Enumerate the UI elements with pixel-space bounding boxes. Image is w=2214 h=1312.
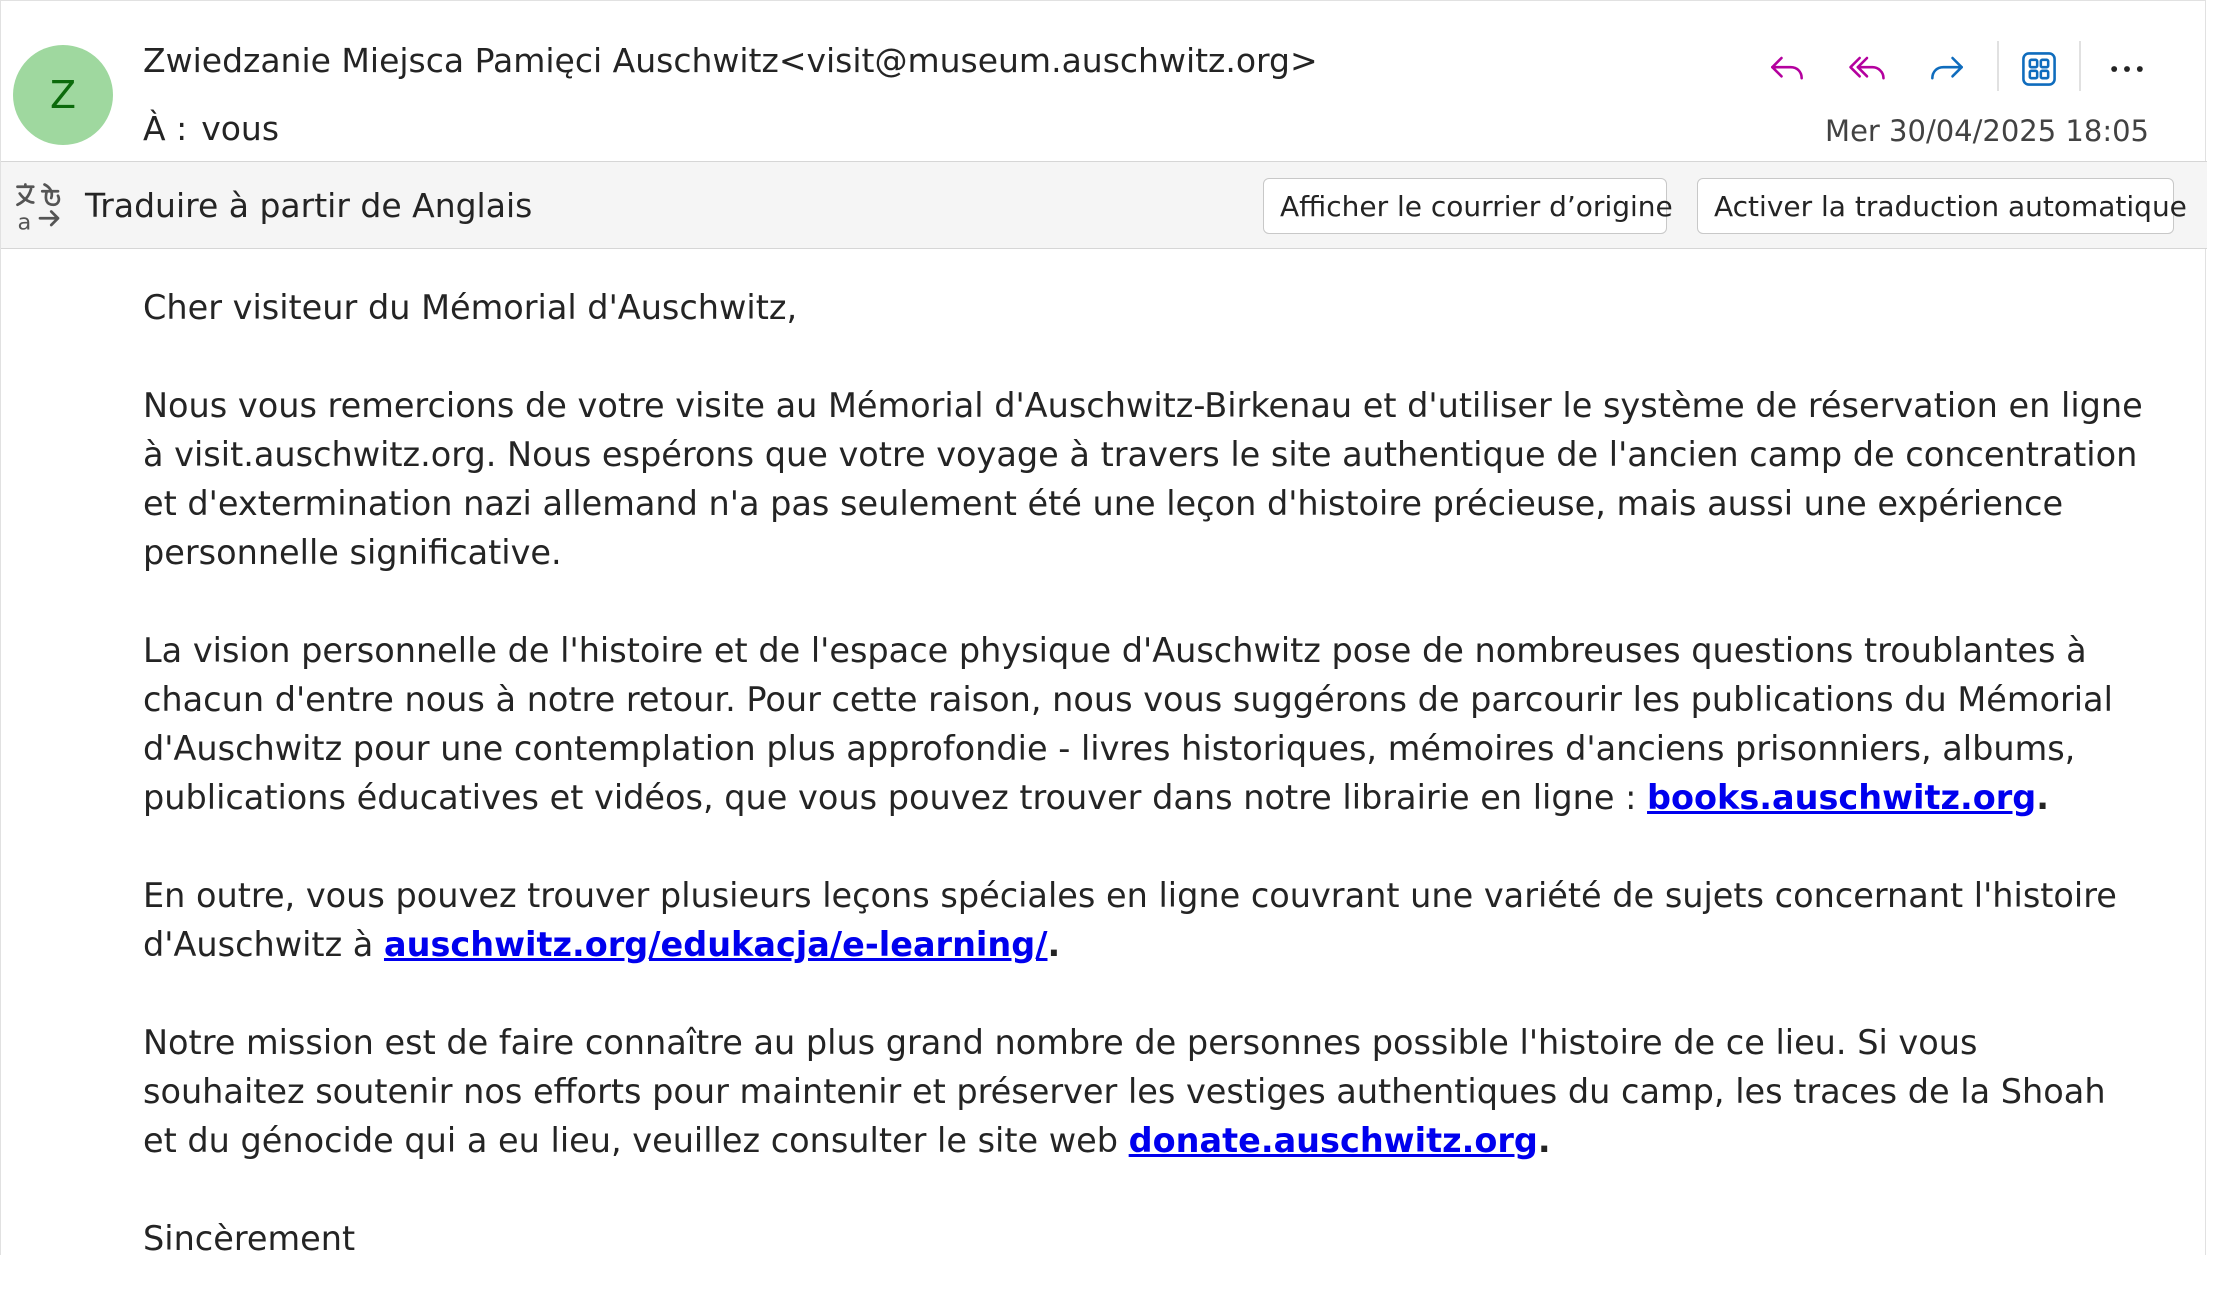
paragraph-text: Notre mission est de faire connaître au plus grand nombre de personnes possible l'histoire de ce lieu. Si vous souhaitez soutenir nos efforts pour maintenir et préserver les vestiges authentiques du camp, les traces de la Shoah et du génocide qui a eu lieu, veuillez consulter le site web: [143, 1023, 2106, 1160]
show-original-button[interactable]: Afficher le courrier d’origine: [1263, 178, 1667, 234]
translate-icon: [13, 180, 67, 234]
forward-icon: [1925, 47, 1969, 91]
donate-link[interactable]: donate.auschwitz.org: [1128, 1121, 1538, 1160]
period: .: [1047, 925, 1061, 964]
reply-all-button[interactable]: [1841, 43, 1893, 95]
closing: Sincèrement: [143, 1219, 356, 1258]
reply-button[interactable]: [1761, 43, 1813, 95]
apps-grid-icon: [2017, 47, 2061, 91]
sender-avatar[interactable]: [13, 45, 113, 145]
more-actions-button[interactable]: [2101, 43, 2153, 95]
to-label: À :: [143, 109, 188, 148]
avatar-initial: Z: [49, 73, 77, 117]
svg-text:a: a: [17, 209, 32, 234]
period: .: [2036, 778, 2050, 817]
reply-icon: [1765, 47, 1809, 91]
books-link[interactable]: books.auschwitz.org: [1647, 778, 2037, 817]
body-paragraph: Nous vous remercions de votre visite au Mémorial d'Auschwitz-Birkenau et d'utiliser le système de réservation en ligne à visit.auschwitz.org. Nous espérons que votre voyage à travers le site authentique de l'ancien camp de concentration et d'extermination nazi allemand n'a pas seulement été une leçon d'histoire précieuse, mais aussi une expérience personnelle significative.: [143, 386, 2143, 572]
recipient-name[interactable]: vous: [201, 109, 280, 148]
auto-translate-button[interactable]: Activer la traduction automatique: [1697, 178, 2174, 234]
forward-button[interactable]: [1921, 43, 1973, 95]
message-date: Mer 30/04/2025 18:05: [1825, 114, 2149, 148]
translation-label: Traduire à partir de Anglais: [85, 186, 533, 225]
sender-name[interactable]: Zwiedzanie Miejsca Pamięci Auschwitz<visit@museum.auschwitz.org>: [143, 41, 1318, 80]
message-body: [143, 283, 2143, 1312]
more-icon: [2105, 47, 2149, 91]
message-actions: [1761, 37, 2181, 97]
body-paragraph: [143, 871, 2143, 969]
toolbar-divider: [1997, 41, 1999, 91]
reply-all-icon: [1845, 47, 1889, 91]
paragraph-text: En outre, vous pouvez trouver plusieurs leçons spéciales en ligne couvrant une variété de sujets concernant l'histoire d'Auschwitz à: [143, 876, 2117, 964]
translation-bar: [1, 161, 2207, 249]
elearning-link[interactable]: auschwitz.org/edukacja/e-learning/: [383, 925, 1048, 964]
body-paragraph: [143, 626, 2143, 822]
period: .: [1537, 1121, 1551, 1160]
apps-button[interactable]: [2013, 43, 2065, 95]
body-paragraph: [143, 1018, 2143, 1165]
paragraph-text: La vision personnelle de l'histoire et de l'espace physique d'Auschwitz pose de nombreuses questions troublantes à chacun d'entre nous à notre retour. Pour cette raison, nous vous suggérons de parcourir les publications du Mémorial d'Auschwitz pour une contemplation plus approfondie - livres historiques, mémoires d'anciens prisonniers, albums, publications éducatives et vidéos, que vous pouvez trouver dans notre librairie en ligne :: [143, 631, 2113, 817]
recipient-line: [143, 109, 279, 148]
greeting: Cher visiteur du Mémorial d'Auschwitz,: [143, 288, 798, 327]
toolbar-divider: [2079, 41, 2081, 91]
